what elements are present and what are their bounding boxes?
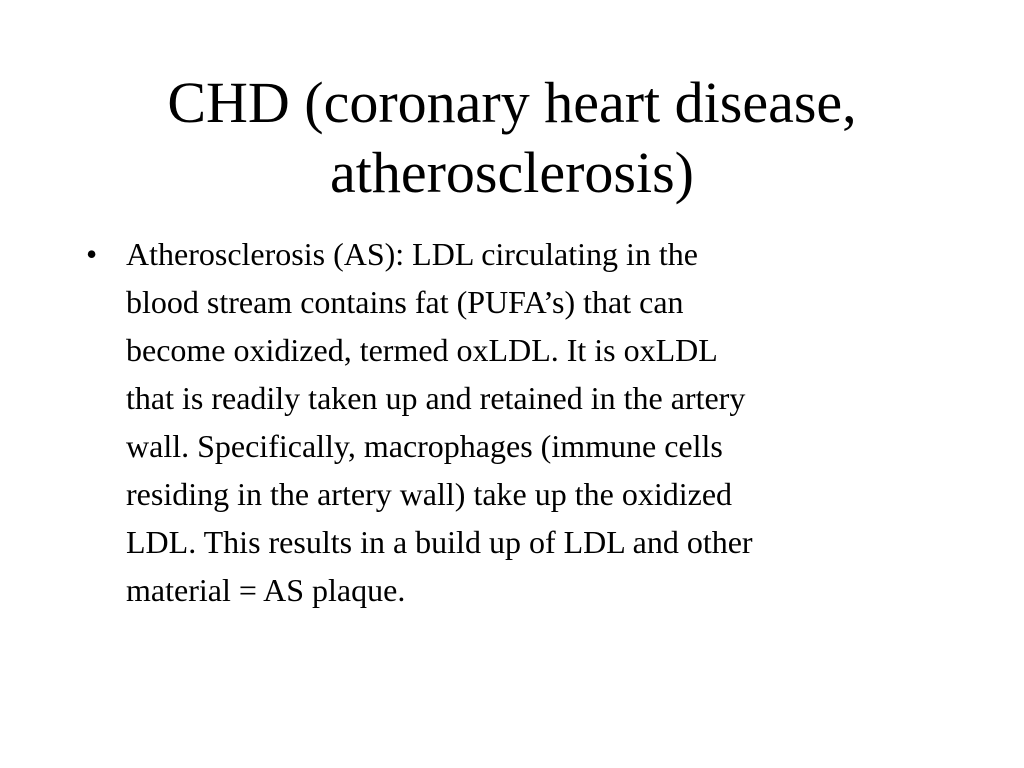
slide-title [60, 68, 964, 208]
bullet-list [86, 230, 936, 614]
title-line-2: atherosclerosis) [330, 140, 694, 205]
bullet-icon: • [86, 236, 98, 272]
bullet-line-8: material = AS plaque. [126, 572, 406, 608]
bullet-line-4: that is readily taken up and retained in the artery [126, 380, 746, 416]
bullet-line-3: become oxidized, termed oxLDL. It is oxLDL [126, 332, 718, 368]
bullet-line-5: wall. Specifically, macrophages (immune cells [126, 428, 723, 464]
bullet-line-1: Atherosclerosis (AS): LDL circulating in the [126, 236, 698, 272]
bullet-item [86, 230, 936, 614]
bullet-line-7: LDL. This results in a build up of LDL and other [126, 524, 753, 560]
bullet-line-6: residing in the artery wall) take up the oxidized [126, 476, 733, 512]
title-line-1: CHD (coronary heart disease, [167, 70, 857, 135]
bullet-line-2: blood stream contains fat (PUFA’s) that can [126, 284, 684, 320]
